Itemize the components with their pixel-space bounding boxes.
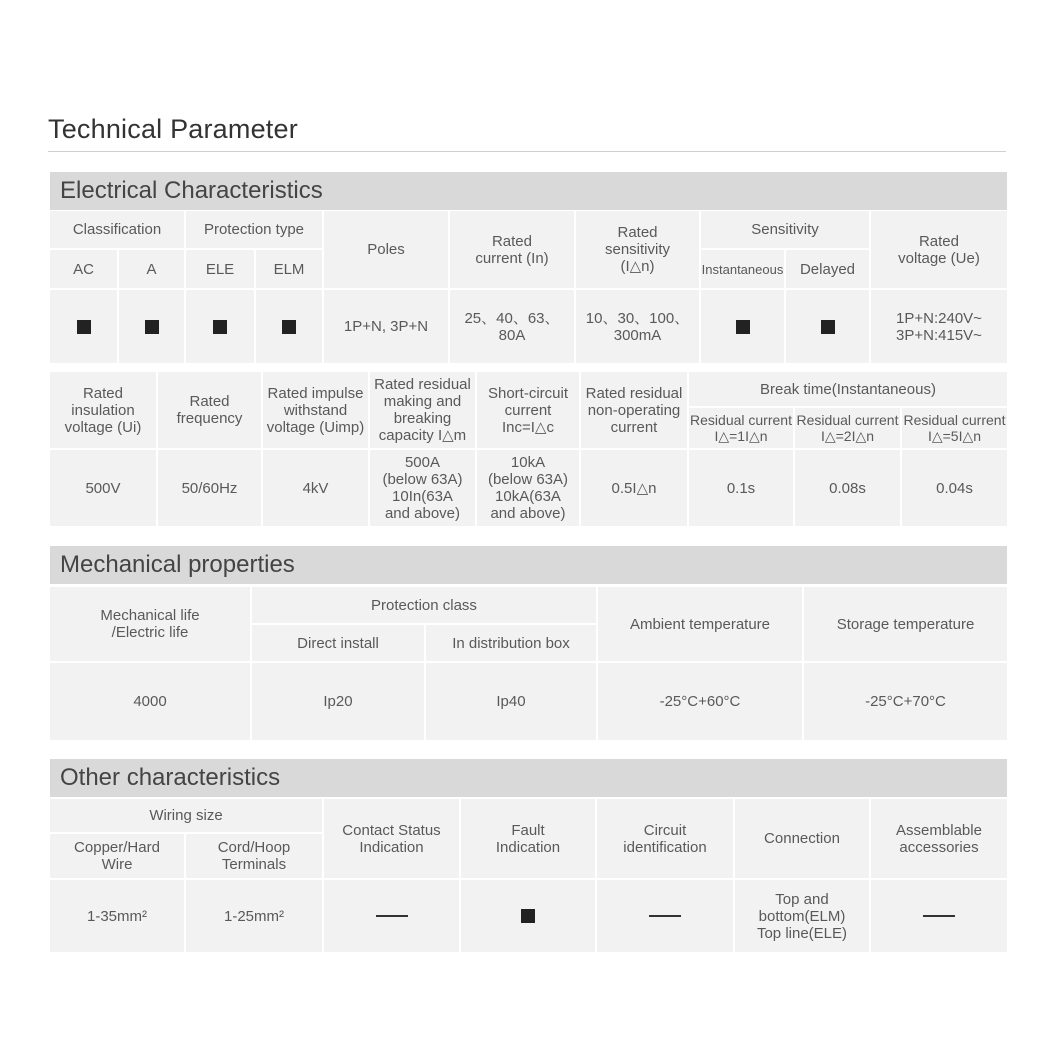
residual-1-header: Residual current I△=1I△n [689,408,793,448]
elm-value [256,290,322,363]
filled-square-icon [736,320,750,334]
dash-icon [649,915,681,917]
page-title: Technical Parameter [48,114,298,144]
type-ele-header: ELE [186,250,254,288]
mechanical-life-header: Mechanical life /Electric life [50,587,250,661]
delayed-value [786,290,869,363]
contact-status-header: Contact Status Indication [324,799,459,878]
connection-value: Top and bottom(ELM) Top line(ELE) [735,880,869,952]
copper-wire-header: Copper/Hard Wire [50,834,184,878]
rated-voltage-header: Rated voltage (Ue) [871,211,1007,288]
distribution-box-value: Ip40 [426,663,596,740]
poles-value: 1P+N, 3P+N [324,290,448,363]
ac-value [50,290,117,363]
ambient-temperature-header: Ambient temperature [598,587,802,661]
poles-header: Poles [324,211,448,288]
delayed-header: Delayed [786,250,869,288]
storage-temperature-value: -25°C+70°C [804,663,1007,740]
contact-status-value [324,880,459,952]
dash-icon [376,915,408,917]
rated-sensitivity-header: Rated sensitivity (I△n) [576,211,699,288]
residual-2-header: Residual current I△=2I△n [795,408,900,448]
ambient-temperature-value: -25°C+60°C [598,663,802,740]
insulation-voltage-value: 500V [50,450,156,526]
break-time-1-value: 0.1s [689,450,793,526]
accessories-header: Assemblable accessories [871,799,1007,878]
filled-square-icon [821,320,835,334]
class-a-header: A [119,250,184,288]
filled-square-icon [282,320,296,334]
sensitivity-header: Sensitivity [701,211,869,248]
protection-type-header: Protection type [186,211,322,248]
short-circuit-header: Short-circuit current Inc=I△c [477,372,579,448]
rated-frequency-header: Rated frequency [158,372,261,448]
direct-install-header: Direct install [252,625,424,661]
mechanical-life-value: 4000 [50,663,250,740]
copper-wire-value: 1-35mm² [50,880,184,952]
accessories-value [871,880,1007,952]
fault-indication-header: Fault Indication [461,799,595,878]
break-time-2-value: 0.08s [795,450,900,526]
instantaneous-value [701,290,784,363]
filled-square-icon [145,320,159,334]
title-divider [48,151,1006,152]
filled-square-icon [521,909,535,923]
residual-making-header: Rated residual making and breaking capacity I△m [370,372,475,448]
a-value [119,290,184,363]
rated-current-value: 25、40、63、 80A [450,290,574,363]
filled-square-icon [77,320,91,334]
circuit-identification-value [597,880,733,952]
wiring-size-header: Wiring size [50,799,322,832]
protection-class-header: Protection class [252,587,596,623]
type-elm-header: ELM [256,250,322,288]
storage-temperature-header: Storage temperature [804,587,1007,661]
residual-5-header: Residual current I△=5I△n [902,408,1007,448]
distribution-box-header: In distribution box [426,625,596,661]
non-operating-header: Rated residual non-operating current [581,372,687,448]
other-heading: Other characteristics [50,759,1007,797]
short-circuit-value: 10kA (below 63A) 10kA(63A and above) [477,450,579,526]
mechanical-heading: Mechanical properties [50,546,1007,584]
classification-header: Classification [50,211,184,248]
dash-icon [923,915,955,917]
impulse-voltage-value: 4kV [263,450,368,526]
rated-sensitivity-value: 10、30、100、 300mA [576,290,699,363]
impulse-voltage-header: Rated impulse withstand voltage (Uimp) [263,372,368,448]
instantaneous-header: Instantaneous [701,250,784,288]
insulation-voltage-header: Rated insulation voltage (Ui) [50,372,156,448]
ele-value [186,290,254,363]
break-time-header: Break time(Instantaneous) [689,372,1007,406]
filled-square-icon [213,320,227,334]
electrical-heading: Electrical Characteristics [50,172,1007,210]
fault-indication-value [461,880,595,952]
direct-install-value: Ip20 [252,663,424,740]
residual-making-value: 500A (below 63A) 10In(63A and above) [370,450,475,526]
cord-terminals-value: 1-25mm² [186,880,322,952]
non-operating-value: 0.5I△n [581,450,687,526]
rated-voltage-value: 1P+N:240V~ 3P+N:415V~ [871,290,1007,363]
break-time-5-value: 0.04s [902,450,1007,526]
class-ac-header: AC [50,250,117,288]
connection-header: Connection [735,799,869,878]
cord-terminals-header: Cord/Hoop Terminals [186,834,322,878]
rated-frequency-value: 50/60Hz [158,450,261,526]
rated-current-header: Rated current (In) [450,211,574,288]
circuit-identification-header: Circuit identification [597,799,733,878]
